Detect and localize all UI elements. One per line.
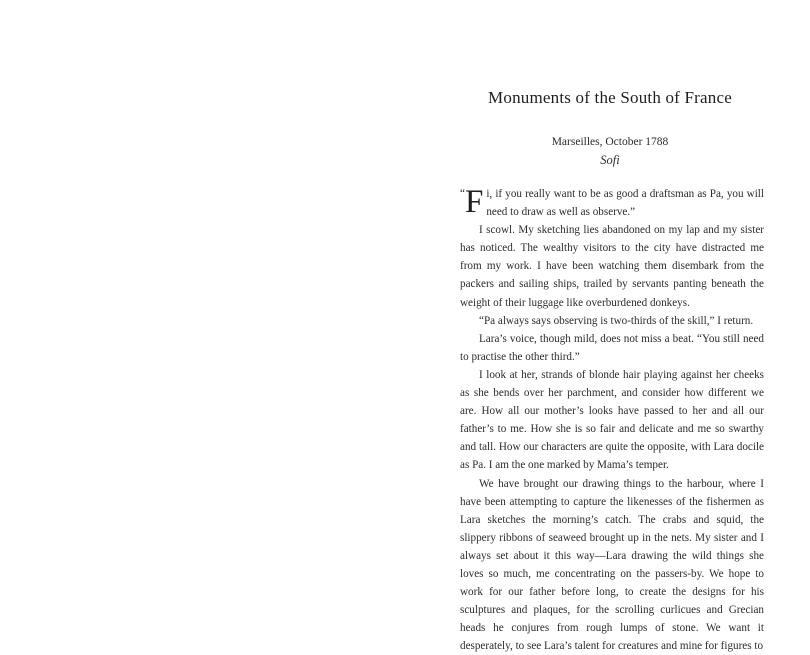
paragraph-3: “Pa always says observing is two-thirds of the skill,” I return.: [460, 312, 764, 330]
opening-quote-mark: “: [460, 185, 465, 203]
paragraph-5: I look at her, strands of blonde hair playing against her cheeks as she bends over her parchment, and consider how different we are. How all our mother’s looks have passed to her and all our father’s to me. How she is so fair and delicate and me so swarthy and tall. How our characters are quite the opposite, with Lara docile as Pa. I am the one marked by Mama’s temper.: [460, 366, 764, 475]
chapter-body: [460, 185, 764, 655]
chapter-dateline: Marseilles, October 1788: [460, 136, 760, 148]
left-page-blank: [0, 0, 405, 608]
paragraph-4: Lara’s voice, though mild, does not miss a beat. “You still need to practise the other third.”: [460, 330, 764, 366]
drop-cap: F: [465, 187, 483, 217]
paragraph-6: We have brought our drawing things to the harbour, where I have been attempting to capture the likenesses of the fishermen as Lara sketches the morning’s catch. The crabs and squid, the slippery ribbons of seaweed brought up in the nets. My sister and I always set about it this way—Lara drawing the wild things she loves so much, me concentrating on the passers-by. We hope to work for our father before long, to create the designs for his sculptures and plaques, for the scrolling curlicues and Grecian heads he conjures from rough lumps of stone. We want it desperately, to see Lara’s talent for creatures and mine for figures to: [460, 475, 764, 655]
paragraph-2: I scowl. My sketching lies abandoned on my lap and my sister has noticed. The wealthy visitors to the city have distracted me from my work. I have been watching them disembark from the packers and sailing ships, trailed by servants panting beneath the weight of their luggage like overburdened donkeys.: [460, 221, 764, 311]
opening-paragraph-text: i, if you really want to be as good a draftsman as Pa, you will need to draw as well as observe.”: [486, 188, 764, 218]
opening-paragraph: [460, 185, 764, 221]
chapter-title: Monuments of the South of France: [460, 88, 760, 108]
chapter-narrator: Sofi: [460, 153, 760, 168]
